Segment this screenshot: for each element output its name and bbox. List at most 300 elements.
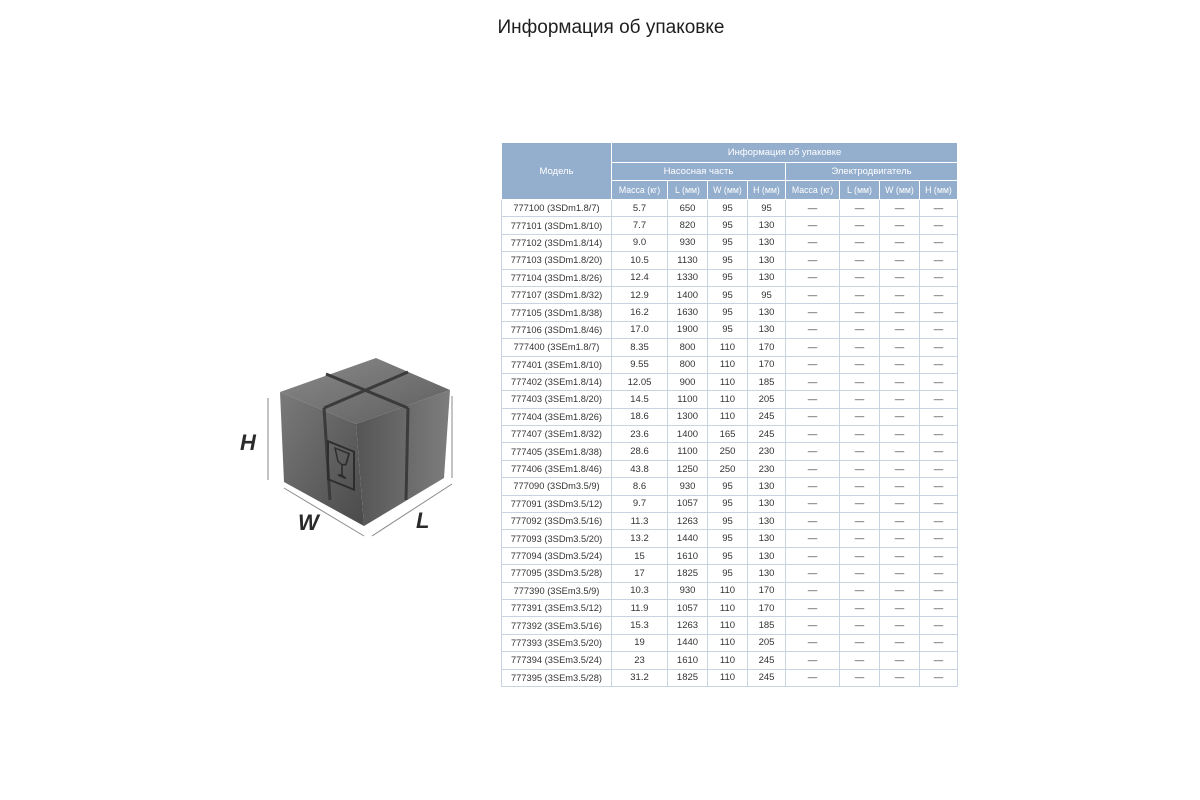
table-row — [502, 304, 958, 321]
cell-motor-h: — — [920, 513, 958, 530]
cell-motor-w: — — [880, 513, 920, 530]
cell-pump-l: 650 — [668, 200, 708, 217]
cell-motor-h: — — [920, 408, 958, 425]
cell-motor-l: — — [840, 356, 880, 373]
header-motor-w: W (мм) — [880, 181, 920, 200]
cell-motor-w: — — [880, 252, 920, 269]
cell-pump-mass: 5.7 — [612, 200, 668, 217]
cell-pump-w: 95 — [708, 252, 748, 269]
cell-pump-h: 170 — [748, 356, 786, 373]
cell-pump-w: 95 — [708, 269, 748, 286]
cell-pump-l: 1057 — [668, 599, 708, 616]
cell-pump-l: 1825 — [668, 669, 708, 686]
cell-pump-h: 130 — [748, 513, 786, 530]
cell-pump-w: 110 — [708, 356, 748, 373]
cell-pump-l: 1330 — [668, 269, 708, 286]
cell-pump-mass: 12.05 — [612, 373, 668, 390]
cell-motor-w: — — [880, 217, 920, 234]
cell-motor-l: — — [840, 669, 880, 686]
cell-motor-h: — — [920, 582, 958, 599]
cell-pump-l: 1100 — [668, 391, 708, 408]
cell-motor-l: — — [840, 252, 880, 269]
cell-pump-l: 1263 — [668, 617, 708, 634]
cell-motor-w: — — [880, 426, 920, 443]
cell-motor-l: — — [840, 200, 880, 217]
cell-pump-w: 95 — [708, 200, 748, 217]
cell-pump-l: 1400 — [668, 426, 708, 443]
table-row — [502, 582, 958, 599]
cell-motor-w: — — [880, 373, 920, 390]
table-row — [502, 217, 958, 234]
table-row — [502, 669, 958, 686]
cell-motor-mass: — — [786, 408, 840, 425]
cell-motor-l: — — [840, 234, 880, 251]
table-row — [502, 530, 958, 547]
cell-model: 777401 (3SEm1.8/10) — [502, 356, 612, 373]
cell-motor-mass: — — [786, 339, 840, 356]
cell-pump-w: 95 — [708, 530, 748, 547]
header-pump-part: Насосная часть — [612, 163, 786, 181]
cell-pump-mass: 43.8 — [612, 460, 668, 477]
cell-pump-mass: 31.2 — [612, 669, 668, 686]
cell-motor-w: — — [880, 634, 920, 651]
cell-motor-w: — — [880, 443, 920, 460]
cell-motor-h: — — [920, 565, 958, 582]
cell-pump-l: 930 — [668, 582, 708, 599]
cell-motor-h: — — [920, 634, 958, 651]
cell-motor-h: — — [920, 339, 958, 356]
page-title: Информация об упаковке — [497, 17, 725, 38]
cell-pump-l: 800 — [668, 356, 708, 373]
cell-motor-mass: — — [786, 460, 840, 477]
cell-motor-l: — — [840, 582, 880, 599]
cell-pump-mass: 14.5 — [612, 391, 668, 408]
cell-motor-l: — — [840, 286, 880, 303]
cell-motor-mass: — — [786, 599, 840, 616]
dimension-label-l: L — [416, 508, 430, 533]
table-row — [502, 617, 958, 634]
cell-pump-w: 95 — [708, 547, 748, 564]
cell-pump-mass: 13.2 — [612, 530, 668, 547]
cell-motor-h: — — [920, 426, 958, 443]
cell-motor-w: — — [880, 599, 920, 616]
cell-model: 777392 (3SEm3.5/16) — [502, 617, 612, 634]
cell-model: 777404 (3SEm1.8/26) — [502, 408, 612, 425]
cell-pump-mass: 28.6 — [612, 443, 668, 460]
cell-motor-h: — — [920, 304, 958, 321]
cell-motor-h: — — [920, 617, 958, 634]
cell-pump-w: 95 — [708, 565, 748, 582]
cell-pump-h: 130 — [748, 321, 786, 338]
cell-motor-h: — — [920, 234, 958, 251]
cell-pump-h: 230 — [748, 443, 786, 460]
cell-motor-w: — — [880, 460, 920, 477]
cell-pump-l: 1440 — [668, 530, 708, 547]
cell-pump-w: 110 — [708, 669, 748, 686]
cell-pump-h: 185 — [748, 617, 786, 634]
table-row — [502, 408, 958, 425]
header-model: Модель — [502, 143, 612, 200]
cell-motor-w: — — [880, 547, 920, 564]
cell-model: 777395 (3SEm3.5/28) — [502, 669, 612, 686]
cell-pump-h: 130 — [748, 252, 786, 269]
cell-pump-h: 130 — [748, 565, 786, 582]
cell-model: 777091 (3SDm3.5/12) — [502, 495, 612, 512]
cell-model: 777102 (3SDm1.8/14) — [502, 234, 612, 251]
cell-pump-h: 245 — [748, 669, 786, 686]
cell-pump-h: 245 — [748, 652, 786, 669]
cell-model: 777406 (3SEm1.8/46) — [502, 460, 612, 477]
cell-pump-mass: 17.0 — [612, 321, 668, 338]
cell-pump-l: 1130 — [668, 252, 708, 269]
cell-pump-h: 130 — [748, 478, 786, 495]
table-row — [502, 652, 958, 669]
cell-pump-w: 95 — [708, 495, 748, 512]
cell-motor-mass: — — [786, 426, 840, 443]
cell-pump-l: 1250 — [668, 460, 708, 477]
cell-motor-mass: — — [786, 252, 840, 269]
package-illustration — [236, 350, 466, 550]
cell-pump-l: 1900 — [668, 321, 708, 338]
cell-motor-mass: — — [786, 286, 840, 303]
cell-motor-w: — — [880, 304, 920, 321]
cell-motor-mass: — — [786, 669, 840, 686]
cell-motor-h: — — [920, 321, 958, 338]
cell-pump-l: 900 — [668, 373, 708, 390]
cell-motor-l: — — [840, 513, 880, 530]
cell-pump-h: 95 — [748, 286, 786, 303]
cell-pump-w: 95 — [708, 286, 748, 303]
cell-pump-l: 1825 — [668, 565, 708, 582]
cell-motor-w: — — [880, 200, 920, 217]
cell-model: 777103 (3SDm1.8/20) — [502, 252, 612, 269]
dimension-label-h: H — [240, 430, 256, 455]
cell-motor-h: — — [920, 356, 958, 373]
cell-motor-l: — — [840, 530, 880, 547]
cell-model: 777107 (3SDm1.8/32) — [502, 286, 612, 303]
cell-pump-w: 110 — [708, 391, 748, 408]
cell-pump-l: 1100 — [668, 443, 708, 460]
table-row — [502, 321, 958, 338]
cell-pump-l: 1263 — [668, 513, 708, 530]
cell-pump-l: 820 — [668, 217, 708, 234]
table-row — [502, 356, 958, 373]
cell-motor-h: — — [920, 286, 958, 303]
cell-motor-h: — — [920, 373, 958, 390]
table-row — [502, 234, 958, 251]
cell-motor-w: — — [880, 530, 920, 547]
cell-pump-mass: 23.6 — [612, 426, 668, 443]
cell-motor-l: — — [840, 269, 880, 286]
cell-motor-l: — — [840, 321, 880, 338]
header-pump-mass: Масса (кг) — [612, 181, 668, 200]
cell-pump-w: 95 — [708, 217, 748, 234]
cell-model: 777403 (3SEm1.8/20) — [502, 391, 612, 408]
header-motor-l: L (мм) — [840, 181, 880, 200]
table-row — [502, 565, 958, 582]
cell-pump-mass: 12.4 — [612, 269, 668, 286]
cell-pump-mass: 19 — [612, 634, 668, 651]
cell-model: 777407 (3SEm1.8/32) — [502, 426, 612, 443]
table-row — [502, 547, 958, 564]
cell-motor-h: — — [920, 269, 958, 286]
cell-model: 777093 (3SDm3.5/20) — [502, 530, 612, 547]
cell-motor-mass: — — [786, 547, 840, 564]
cell-motor-h: — — [920, 478, 958, 495]
cell-motor-w: — — [880, 495, 920, 512]
cell-pump-l: 1440 — [668, 634, 708, 651]
cell-motor-h: — — [920, 391, 958, 408]
cell-pump-h: 130 — [748, 304, 786, 321]
cell-motor-w: — — [880, 652, 920, 669]
cell-pump-mass: 17 — [612, 565, 668, 582]
table-row — [502, 286, 958, 303]
cell-pump-w: 110 — [708, 408, 748, 425]
cell-motor-mass: — — [786, 234, 840, 251]
dimension-label-w: W — [298, 510, 319, 535]
cell-motor-h: — — [920, 530, 958, 547]
cell-motor-mass: — — [786, 321, 840, 338]
table-row — [502, 460, 958, 477]
cell-motor-w: — — [880, 391, 920, 408]
cell-pump-w: 250 — [708, 443, 748, 460]
cell-motor-h: — — [920, 495, 958, 512]
cell-pump-w: 95 — [708, 234, 748, 251]
cell-pump-l: 1057 — [668, 495, 708, 512]
cell-model: 777094 (3SDm3.5/24) — [502, 547, 612, 564]
cell-motor-mass: — — [786, 391, 840, 408]
cell-pump-mass: 15 — [612, 547, 668, 564]
packing-table — [501, 142, 958, 687]
cell-model: 777393 (3SEm3.5/20) — [502, 634, 612, 651]
cell-model: 777095 (3SDm3.5/28) — [502, 565, 612, 582]
cell-motor-mass: — — [786, 565, 840, 582]
header-motor-mass: Масса (кг) — [786, 181, 840, 200]
cell-model: 777105 (3SDm1.8/38) — [502, 304, 612, 321]
table-row — [502, 443, 958, 460]
cell-pump-h: 205 — [748, 391, 786, 408]
cell-motor-l: — — [840, 634, 880, 651]
cell-model: 777402 (3SEm1.8/14) — [502, 373, 612, 390]
cell-pump-w: 110 — [708, 617, 748, 634]
table-row — [502, 634, 958, 651]
cell-pump-mass: 23 — [612, 652, 668, 669]
table-row — [502, 269, 958, 286]
cell-motor-l: — — [840, 217, 880, 234]
header-pump-h: H (мм) — [748, 181, 786, 200]
cell-motor-h: — — [920, 652, 958, 669]
cell-pump-l: 1630 — [668, 304, 708, 321]
cell-pump-mass: 16.2 — [612, 304, 668, 321]
header-packing-info: Информация об упаковке — [612, 143, 958, 163]
cell-model: 777100 (3SDm1.8/7) — [502, 200, 612, 217]
cell-model: 777090 (3SDm3.5/9) — [502, 478, 612, 495]
table-row — [502, 426, 958, 443]
cell-pump-mass: 15.3 — [612, 617, 668, 634]
cell-motor-h: — — [920, 252, 958, 269]
cell-pump-w: 110 — [708, 373, 748, 390]
cell-pump-w: 110 — [708, 599, 748, 616]
cell-pump-l: 1610 — [668, 547, 708, 564]
cell-motor-l: — — [840, 391, 880, 408]
cell-model: 777106 (3SDm1.8/46) — [502, 321, 612, 338]
table-row — [502, 200, 958, 217]
cell-motor-mass: — — [786, 443, 840, 460]
cell-motor-l: — — [840, 478, 880, 495]
table-row — [502, 495, 958, 512]
cell-pump-mass: 7.7 — [612, 217, 668, 234]
header-pump-l: L (мм) — [668, 181, 708, 200]
cell-pump-mass: 9.0 — [612, 234, 668, 251]
cell-pump-w: 250 — [708, 460, 748, 477]
cell-pump-h: 205 — [748, 634, 786, 651]
cell-motor-h: — — [920, 669, 958, 686]
cell-pump-w: 110 — [708, 339, 748, 356]
cell-model: 777390 (3SEm3.5/9) — [502, 582, 612, 599]
cell-motor-w: — — [880, 617, 920, 634]
cell-motor-mass: — — [786, 582, 840, 599]
cell-motor-mass: — — [786, 652, 840, 669]
cell-motor-l: — — [840, 599, 880, 616]
cell-motor-mass: — — [786, 634, 840, 651]
cell-pump-w: 110 — [708, 652, 748, 669]
cell-motor-l: — — [840, 547, 880, 564]
cell-pump-h: 245 — [748, 426, 786, 443]
cell-motor-w: — — [880, 321, 920, 338]
cell-motor-l: — — [840, 373, 880, 390]
table-row — [502, 373, 958, 390]
cell-motor-w: — — [880, 286, 920, 303]
table-row — [502, 391, 958, 408]
cell-pump-l: 1300 — [668, 408, 708, 425]
cell-motor-l: — — [840, 495, 880, 512]
cell-pump-h: 130 — [748, 217, 786, 234]
cell-pump-mass: 8.35 — [612, 339, 668, 356]
cell-pump-mass: 12.9 — [612, 286, 668, 303]
cell-pump-mass: 9.7 — [612, 495, 668, 512]
cell-pump-h: 230 — [748, 460, 786, 477]
cell-motor-mass: — — [786, 373, 840, 390]
cell-motor-l: — — [840, 460, 880, 477]
cell-pump-mass: 11.3 — [612, 513, 668, 530]
cell-motor-mass: — — [786, 478, 840, 495]
cell-motor-l: — — [840, 617, 880, 634]
cell-motor-mass: — — [786, 513, 840, 530]
cell-motor-w: — — [880, 669, 920, 686]
cell-motor-mass: — — [786, 217, 840, 234]
cell-motor-mass: — — [786, 200, 840, 217]
table-row — [502, 513, 958, 530]
cell-motor-w: — — [880, 408, 920, 425]
cell-pump-h: 245 — [748, 408, 786, 425]
cell-pump-mass: 9.55 — [612, 356, 668, 373]
cell-motor-l: — — [840, 652, 880, 669]
cell-motor-h: — — [920, 547, 958, 564]
cell-motor-w: — — [880, 234, 920, 251]
cell-motor-mass: — — [786, 356, 840, 373]
cell-pump-w: 110 — [708, 582, 748, 599]
cell-pump-h: 185 — [748, 373, 786, 390]
cell-model: 777400 (3SEm1.8/7) — [502, 339, 612, 356]
cell-pump-h: 130 — [748, 495, 786, 512]
cell-pump-h: 130 — [748, 269, 786, 286]
cell-motor-l: — — [840, 565, 880, 582]
cell-motor-l: — — [840, 426, 880, 443]
cell-pump-h: 170 — [748, 599, 786, 616]
cell-motor-mass: — — [786, 530, 840, 547]
cell-motor-mass: — — [786, 617, 840, 634]
cell-motor-l: — — [840, 339, 880, 356]
header-pump-w: W (мм) — [708, 181, 748, 200]
cell-pump-w: 165 — [708, 426, 748, 443]
cell-pump-l: 1610 — [668, 652, 708, 669]
cell-pump-mass: 8.6 — [612, 478, 668, 495]
cell-motor-mass: — — [786, 495, 840, 512]
packing-table-body — [502, 200, 958, 687]
cell-pump-l: 930 — [668, 234, 708, 251]
cell-pump-w: 95 — [708, 513, 748, 530]
table-row — [502, 478, 958, 495]
cell-motor-w: — — [880, 269, 920, 286]
cell-motor-w: — — [880, 565, 920, 582]
cell-pump-mass: 10.5 — [612, 252, 668, 269]
cell-motor-h: — — [920, 460, 958, 477]
cell-motor-h: — — [920, 217, 958, 234]
cell-motor-l: — — [840, 443, 880, 460]
cell-pump-h: 130 — [748, 234, 786, 251]
cell-pump-h: 130 — [748, 547, 786, 564]
package-box-icon — [236, 350, 466, 550]
cell-model: 777104 (3SDm1.8/26) — [502, 269, 612, 286]
cell-pump-l: 800 — [668, 339, 708, 356]
cell-pump-w: 95 — [708, 478, 748, 495]
cell-motor-l: — — [840, 408, 880, 425]
cell-pump-mass: 10.3 — [612, 582, 668, 599]
header-motor: Электродвигатель — [786, 163, 958, 181]
cell-motor-w: — — [880, 478, 920, 495]
cell-motor-h: — — [920, 599, 958, 616]
table-row — [502, 339, 958, 356]
cell-motor-l: — — [840, 304, 880, 321]
cell-pump-h: 130 — [748, 530, 786, 547]
cell-pump-l: 930 — [668, 478, 708, 495]
header-motor-h: H (мм) — [920, 181, 958, 200]
cell-model: 777394 (3SEm3.5/24) — [502, 652, 612, 669]
cell-pump-w: 95 — [708, 304, 748, 321]
cell-motor-h: — — [920, 200, 958, 217]
cell-model: 777391 (3SEm3.5/12) — [502, 599, 612, 616]
cell-motor-h: — — [920, 443, 958, 460]
table-row — [502, 252, 958, 269]
cell-pump-mass: 11.9 — [612, 599, 668, 616]
cell-model: 777101 (3SDm1.8/10) — [502, 217, 612, 234]
table-row — [502, 599, 958, 616]
cell-pump-mass: 18.6 — [612, 408, 668, 425]
cell-motor-mass: — — [786, 269, 840, 286]
cell-pump-h: 95 — [748, 200, 786, 217]
cell-model: 777405 (3SEm1.8/38) — [502, 443, 612, 460]
cell-pump-w: 95 — [708, 321, 748, 338]
cell-pump-h: 170 — [748, 582, 786, 599]
cell-motor-mass: — — [786, 304, 840, 321]
cell-motor-w: — — [880, 339, 920, 356]
cell-motor-w: — — [880, 356, 920, 373]
cell-pump-w: 110 — [708, 634, 748, 651]
cell-model: 777092 (3SDm3.5/16) — [502, 513, 612, 530]
cell-motor-w: — — [880, 582, 920, 599]
cell-pump-l: 1400 — [668, 286, 708, 303]
cell-pump-h: 170 — [748, 339, 786, 356]
